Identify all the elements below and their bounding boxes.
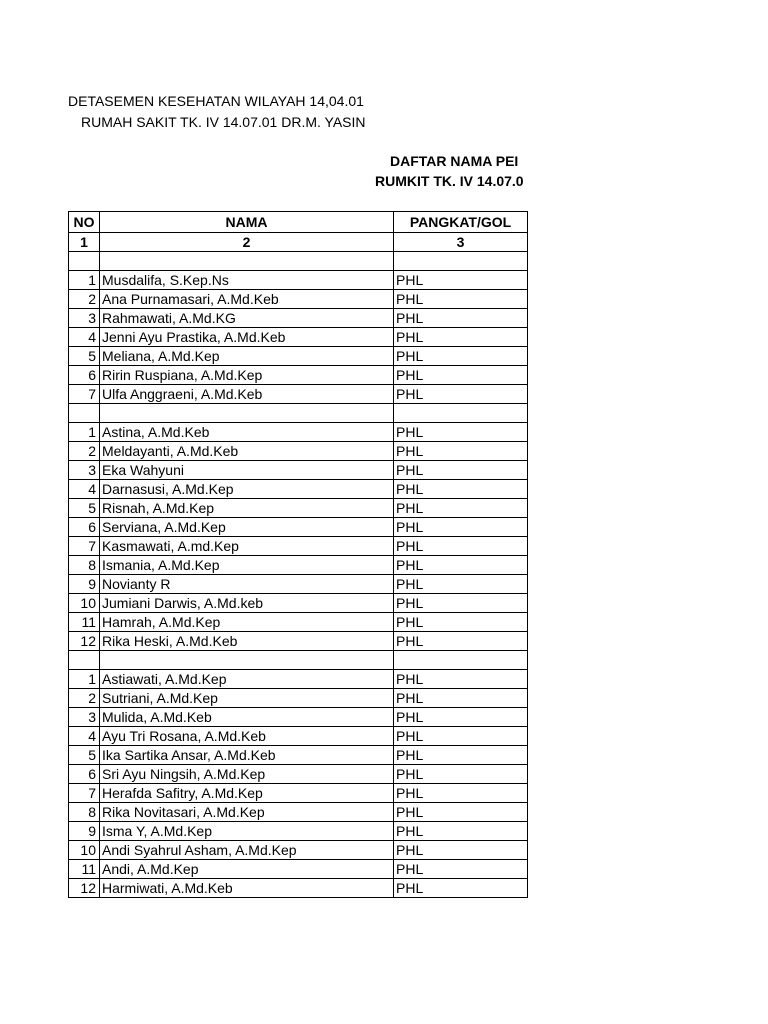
row-number-cell: 9 [69,822,100,841]
name-cell: Sutriani, A.Md.Kep [100,689,394,708]
table-row [69,803,528,822]
name-cell: Ismania, A.Md.Kep [100,556,394,575]
row-number-cell: 1 [69,271,100,290]
document-title-line2: RUMKIT TK. IV 14.07.0 [375,173,524,189]
name-cell: Hamrah, A.Md.Kep [100,613,394,632]
table-row [69,290,528,309]
rank-cell: PHL [394,708,528,727]
table-row [69,480,528,499]
group-spacer-row [69,404,528,423]
row-number-cell: 6 [69,765,100,784]
rank-cell: PHL [394,347,528,366]
row-number-cell: 11 [69,613,100,632]
table-row [69,784,528,803]
row-number-cell: 10 [69,841,100,860]
rank-cell: PHL [394,632,528,651]
empty-cell [69,404,100,423]
row-number-cell: 4 [69,727,100,746]
name-cell: Serviana, A.Md.Kep [100,518,394,537]
column-number-3: 3 [394,233,528,252]
rank-cell: PHL [394,328,528,347]
name-cell: Meldayanti, A.Md.Keb [100,442,394,461]
rank-cell: PHL [394,556,528,575]
name-cell: Musdalifa, S.Kep.Ns [100,271,394,290]
name-cell: Ayu Tri Rosana, A.Md.Keb [100,727,394,746]
row-number-cell: 7 [69,537,100,556]
group-spacer-row [69,252,528,271]
empty-cell [394,404,528,423]
table-row [69,537,528,556]
table-body [69,252,528,898]
row-number-cell: 7 [69,784,100,803]
row-number-cell: 3 [69,461,100,480]
name-cell: Mulida, A.Md.Keb [100,708,394,727]
table-row [69,499,528,518]
rank-cell: PHL [394,784,528,803]
rank-cell: PHL [394,480,528,499]
table-row [69,271,528,290]
rank-cell: PHL [394,613,528,632]
name-cell: Rahmawati, A.Md.KG [100,309,394,328]
rank-cell: PHL [394,803,528,822]
column-header-pangkat: PANGKAT/GOL [394,212,528,233]
column-number-row [69,233,528,252]
document-title-line1: DAFTAR NAMA PEI [390,153,519,169]
row-number-cell: 10 [69,594,100,613]
empty-cell [394,651,528,670]
name-cell: Ulfa Anggraeni, A.Md.Keb [100,385,394,404]
name-cell: Ika Sartika Ansar, A.Md.Keb [100,746,394,765]
rank-cell: PHL [394,594,528,613]
unit-header-line1: DETASEMEN KESEHATAN WILAYAH 14,04.01 [68,93,364,109]
rank-cell: PHL [394,879,528,898]
name-cell: Andi Syahrul Asham, A.Md.Kep [100,841,394,860]
table-row [69,689,528,708]
rank-cell: PHL [394,366,528,385]
row-number-cell: 4 [69,328,100,347]
rank-cell: PHL [394,461,528,480]
row-number-cell: 9 [69,575,100,594]
rank-cell: PHL [394,670,528,689]
rank-cell: PHL [394,746,528,765]
row-number-cell: 2 [69,290,100,309]
table-row [69,347,528,366]
row-number-cell: 1 [69,670,100,689]
table-row [69,841,528,860]
row-number-cell: 6 [69,518,100,537]
rank-cell: PHL [394,537,528,556]
row-number-cell: 12 [69,879,100,898]
row-number-cell: 1 [69,423,100,442]
rank-cell: PHL [394,385,528,404]
empty-cell [69,252,100,271]
name-cell: Ririn Ruspiana, A.Md.Kep [100,366,394,385]
name-cell: Rika Novitasari, A.Md.Kep [100,803,394,822]
row-number-cell: 4 [69,480,100,499]
name-cell: Herafda Safitry, A.Md.Kep [100,784,394,803]
unit-header-line2: RUMAH SAKIT TK. IV 14.07.01 DR.M. YASIN [81,114,366,130]
table-row [69,708,528,727]
table-row [69,366,528,385]
table-row [69,518,528,537]
empty-cell [100,404,394,423]
table-row [69,575,528,594]
row-number-cell: 8 [69,556,100,575]
column-header-nama: NAMA [100,212,394,233]
rank-cell: PHL [394,727,528,746]
row-number-cell: 3 [69,708,100,727]
table-row [69,461,528,480]
column-header-no: NO [69,212,100,233]
empty-cell [394,252,528,271]
rank-cell: PHL [394,689,528,708]
name-cell: Sri Ayu Ningsih, A.Md.Kep [100,765,394,784]
rank-cell: PHL [394,423,528,442]
table-row [69,385,528,404]
row-number-cell: 5 [69,499,100,518]
table-row [69,879,528,898]
empty-cell [100,651,394,670]
name-cell: Risnah, A.Md.Kep [100,499,394,518]
rank-cell: PHL [394,442,528,461]
row-number-cell: 5 [69,746,100,765]
name-cell: Jenni Ayu Prastika, A.Md.Keb [100,328,394,347]
name-cell: Darnasusi, A.Md.Kep [100,480,394,499]
table-row [69,309,528,328]
rank-cell: PHL [394,499,528,518]
rank-cell: PHL [394,860,528,879]
row-number-cell: 8 [69,803,100,822]
rank-cell: PHL [394,822,528,841]
table-row [69,632,528,651]
row-number-cell: 5 [69,347,100,366]
rank-cell: PHL [394,290,528,309]
row-number-cell: 2 [69,442,100,461]
row-number-cell: 7 [69,385,100,404]
name-cell: Astina, A.Md.Keb [100,423,394,442]
name-cell: Novianty R [100,575,394,594]
personnel-table [68,211,528,898]
empty-cell [69,651,100,670]
table-header-row [69,212,528,233]
table-row [69,746,528,765]
name-cell: Isma Y, A.Md.Kep [100,822,394,841]
table-row [69,822,528,841]
rank-cell: PHL [394,518,528,537]
row-number-cell: 3 [69,309,100,328]
column-number-2: 2 [100,233,394,252]
name-cell: Harmiwati, A.Md.Keb [100,879,394,898]
rank-cell: PHL [394,309,528,328]
group-spacer-row [69,651,528,670]
table-row [69,613,528,632]
name-cell: Meliana, A.Md.Kep [100,347,394,366]
table-row [69,860,528,879]
table-row [69,423,528,442]
rank-cell: PHL [394,575,528,594]
row-number-cell: 11 [69,860,100,879]
table-row [69,594,528,613]
table-row [69,328,528,347]
row-number-cell: 12 [69,632,100,651]
name-cell: Jumiani Darwis, A.Md.keb [100,594,394,613]
table-row [69,442,528,461]
rank-cell: PHL [394,765,528,784]
rank-cell: PHL [394,841,528,860]
name-cell: Andi, A.Md.Kep [100,860,394,879]
name-cell: Ana Purnamasari, A.Md.Keb [100,290,394,309]
column-number-1: 1 [69,233,100,252]
rank-cell: PHL [394,271,528,290]
name-cell: Rika Heski, A.Md.Keb [100,632,394,651]
table-row [69,670,528,689]
name-cell: Eka Wahyuni [100,461,394,480]
name-cell: Astiawati, A.Md.Kep [100,670,394,689]
table-row [69,556,528,575]
row-number-cell: 6 [69,366,100,385]
table-row [69,727,528,746]
name-cell: Kasmawati, A.md.Kep [100,537,394,556]
empty-cell [100,252,394,271]
table-row [69,765,528,784]
row-number-cell: 2 [69,689,100,708]
